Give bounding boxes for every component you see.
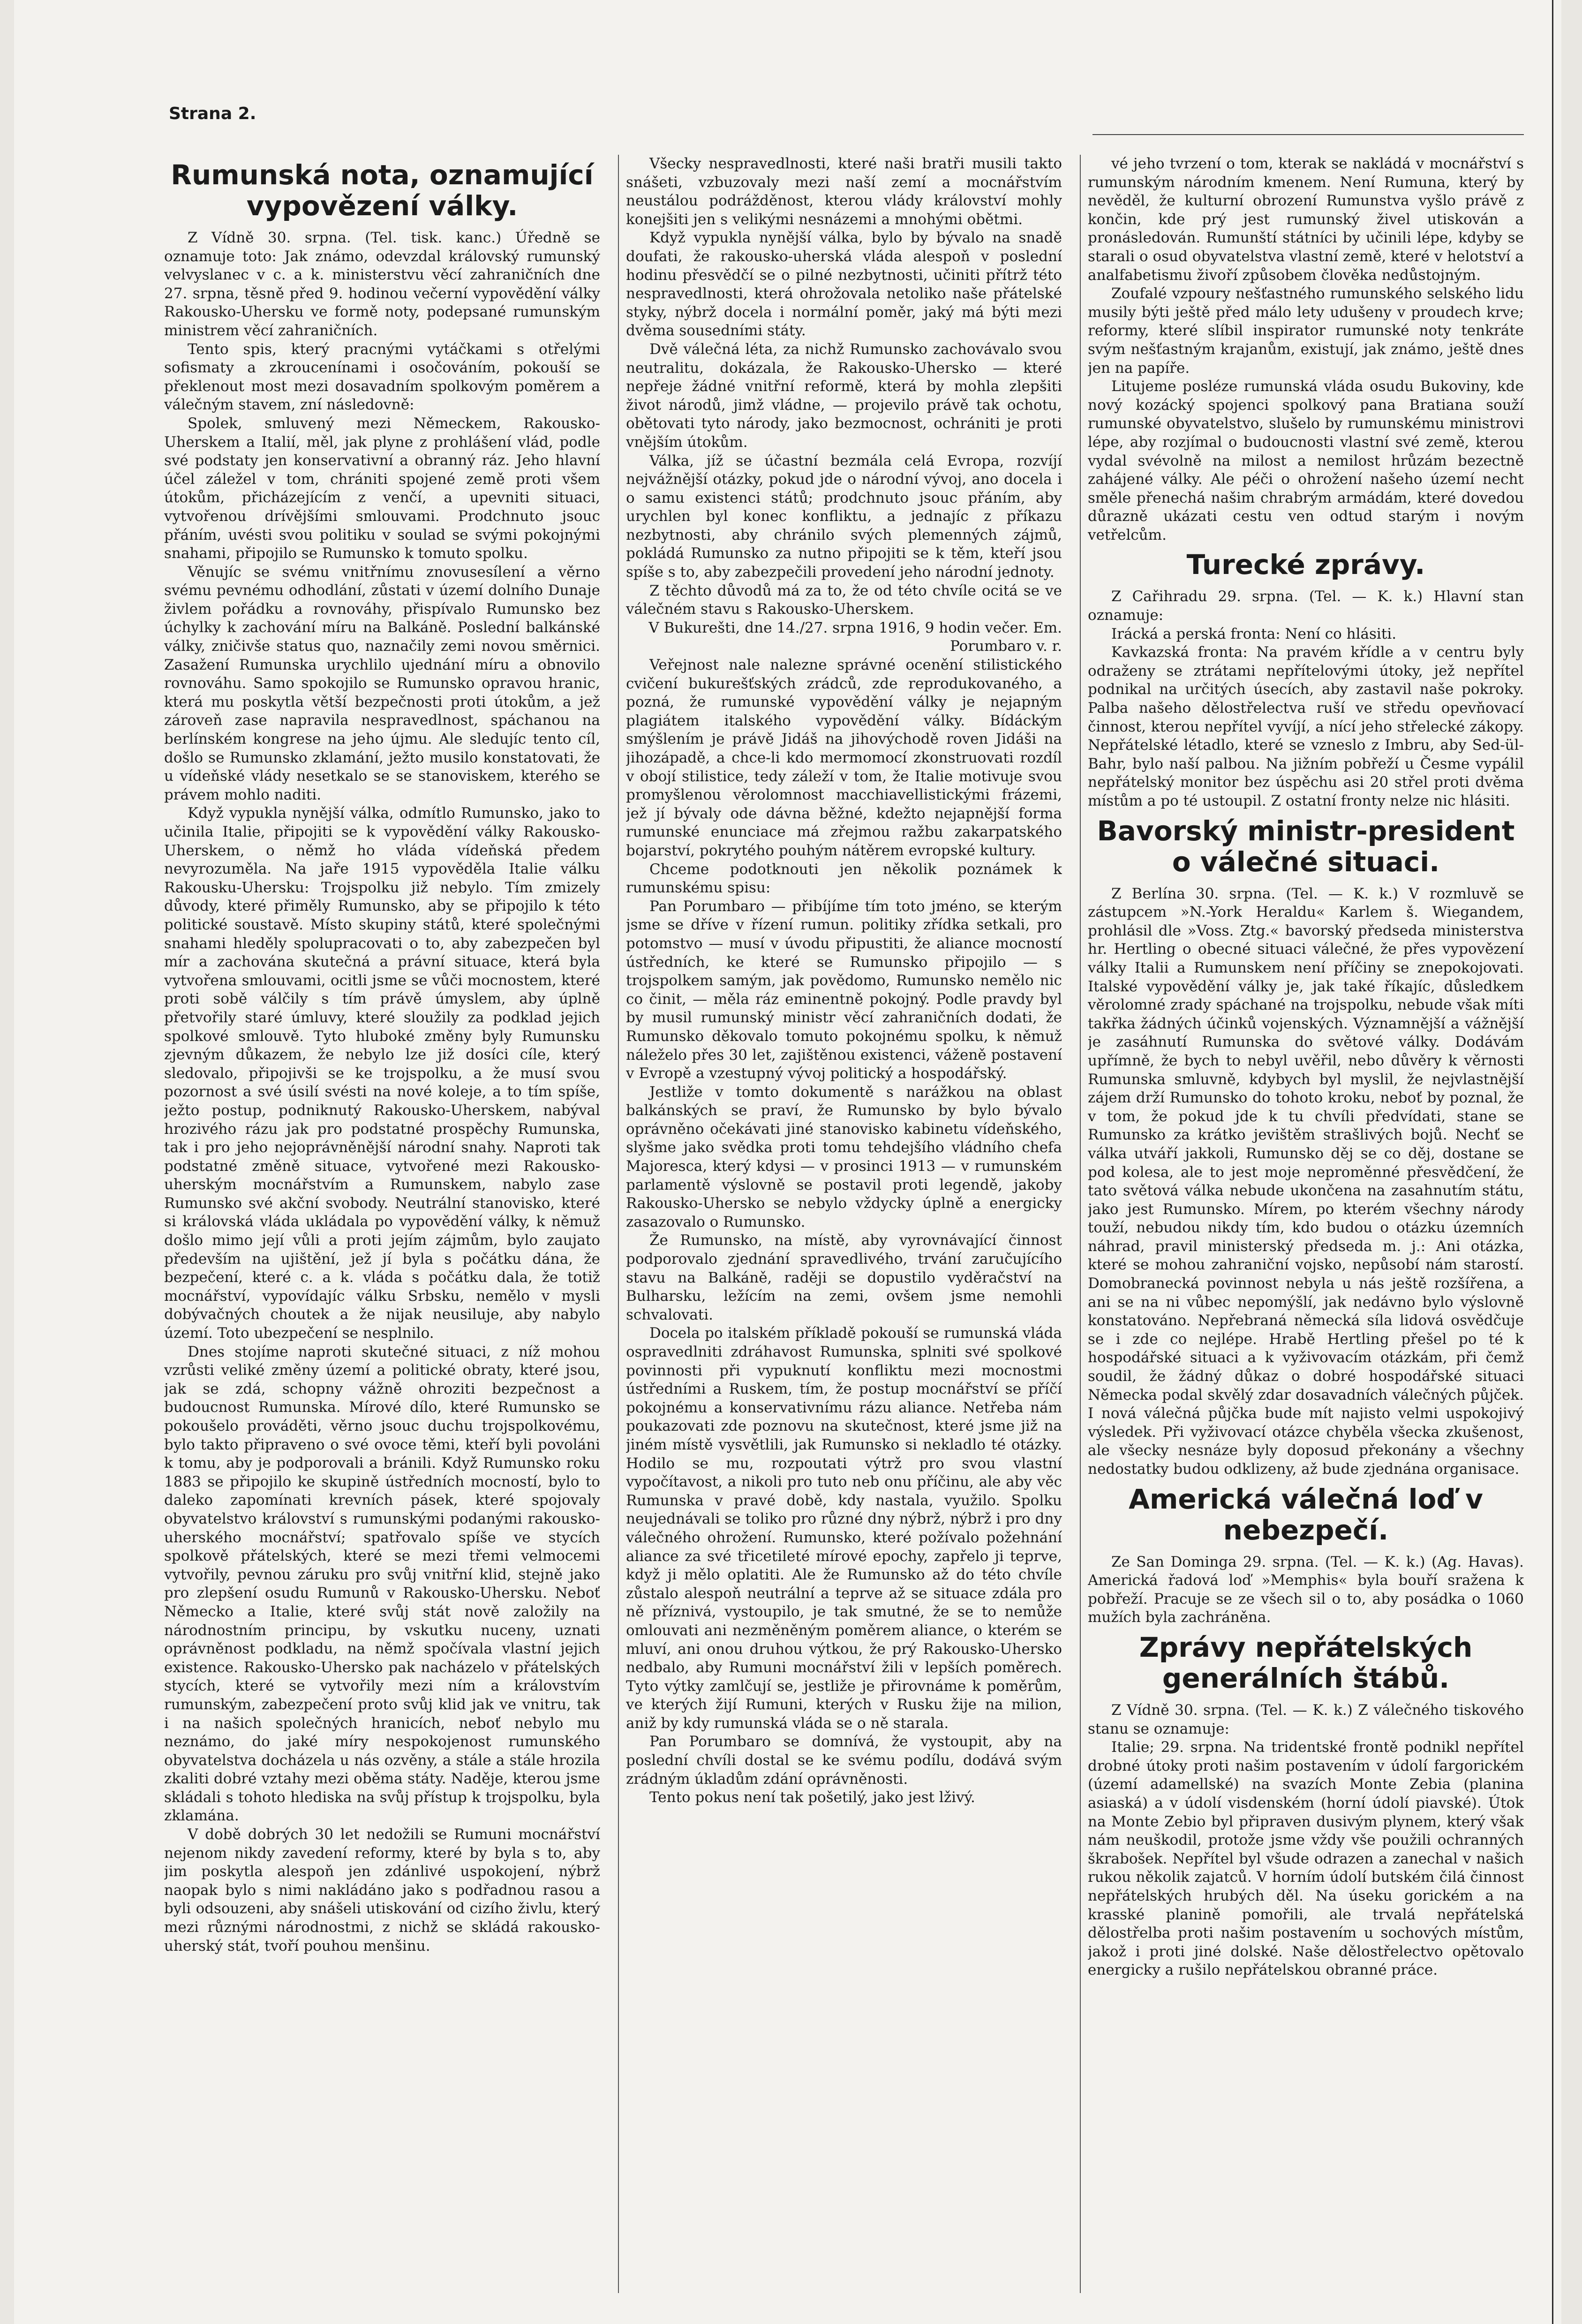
- paragraph: Ze San Dominga 29. srpna. (Tel. — K. k.) (Ag. Havas). Americká řadová loď »Memphis« byla bouří sražena k pobřeží. Pracuje se ze všech sil o to, aby posádka o 1060 mužích byla zachráněna.: [1088, 1553, 1524, 1626]
- column-1: [164, 155, 600, 2293]
- paragraph: Pan Porumbaro — přibíjíme tím toto jméno, se kterým jsme se dříve v řízení rumun. politiky zřídka setkali, pro potomstvo — musí v úvodu připustiti, že aliance mocností ústředních, ke které se Rumunsko připojilo — s trojspolkem samým, jak povědomo, Rumunsko nemělo nic co činit, — měla ráz eminentně pokojný. Podle pravdy byl by musil rumunský ministr věcí zahraničních dodati, že Rumunsko děkovalo tomuto pokojnému spolku, k němuž náleželo přes 30 let, zajištěnou existenci, váženě postavení v Evropě a vzestupný vývoj politický a hospodářský.: [626, 898, 1062, 1082]
- column-2: [626, 155, 1062, 2293]
- column-separator-1: [618, 155, 619, 2293]
- paragraph: Když vypukla nynější válka, odmítlo Rumunsko, jako to učinila Italie, připojiti se k vypovědění války Rakousko-Uherskem, o němž ho vláda vídeňská předem nevyrozuměla. Na jaře 1915 vypověděla Italie válku Rakousku-Uhersku: Trojspolku již nebylo. Tím zmizely důvody, které přiměly Rumunsko, aby se připojilo k této politické soustavě. Místo skupiny států, které společnými snahami hleděly spolupracovati o to, aby zabezpečen byl mír a zachována skutečná a právní situace, která byla vytvořena smlouvami, ocitli jsme se vůči mocnostem, které proti sobě válčily s tím právě úmyslem, aby úplně přetvořily staré úmluvy, které sloužily za podklad jejich spolkové smlouvě. Tyto hluboké změny byly Rumunsku zjevným důkazem, že nebylo lze již dosíci cíle, který sledovalo, připojivši se ke trojspolku, a že musí svou pozornost a své úsilí svésti na nové koleje, a to tím spíše, ježto postup, podniknutý Rakousko-Uherskem, nabýval hrozivého rázu jak pro podstatné prospěchy Rumunska, tak i pro jeho nejoprávněnější národní snahy. Naproti tak podstatné změně situace, vytvořené mezi Rakousko-uherským mocnářstvím a Rumunskem, nabylo zase Rumunsko své akční svobody. Neutrální stanovisko, které si královská vláda ukládala po vypovědění války, k němuž došlo mimo její vůli a proti jejím zájmům, bylo zaujato především na ujištění, jež jí byla s počátku dána, že bezpečení, které c. a k. vláda s počátku dala, že totiž mocnářství, vypovídajíc válku Srbsku, nemělo v mysli dobývačných choutek a že nijak neusiluje, aby nabylo území. Toto ubezpečení se nesplnilo.: [164, 805, 600, 1342]
- column-3: [1088, 155, 1524, 2293]
- column-top-rule: [1092, 134, 1524, 135]
- paragraph: Dvě válečná léta, za nichž Rumunsko zachovávalo svou neutralitu, dokázala, že Rakousko-Uhersko — které nepřeje žádné vnitřní reformě, která by mohla zlepšiti život národů, jimž vládne, — projevilo právě tak ochotu, obětovati tyto národy, jako bezmocnost, ochrániti je proti vnějším útokům.: [626, 340, 1062, 451]
- paragraph: Pan Porumbaro se domnívá, že vystoupit, aby na poslední chvíli dostal se ke svému podílu, dodává svým zrádným úkladům zdání oprávněnosti.: [626, 1733, 1062, 1788]
- paragraph: V době dobrých 30 let nedožili se Rumuni mocnářství nejenom nikdy zavedení reformy, které by byla s to, aby jim poskytla alespoň jen zdánlivé uspokojení, nýbrž naopak bylo s nimi nakládáno jako s podřadnou rasou a byli odsouzeni, aby snášeli utiskování od cizího živlu, který mezi různými národnostmi, z nichž se skládá rakousko-uherský stát, tvoří pouhou menšinu.: [164, 1826, 600, 1954]
- paragraph: Dnes stojíme naproti skutečné situaci, z níž mohou vzrůsti veliké změny území a politické obraty, které jsou, jak se zdá, schopny vážně ohroziti bezpečnost a budoucnost Rumunska. Mírové dílo, které Rumunsko se pokoušelo prováděti, věrno jsouc duchu trojspolkovému, bylo takto připraveno o své ovoce těmi, kteří byli povoláni k tomu, aby je podporovali a bránili. Když Rumunsko roku 1883 se připojilo ke skupině ústředních mocností, bylo to daleko zapomínati krevních pásek, které spojovaly obyvatelstvo království s rumunskými podanými rakousko-uherského mocnářství; spatřovalo spíše ve stycích spolkově přátelských, které se mezi třemi velmocemi vytvořily, pevnou záruku pro svůj vnitřní klid, stejně jako pro zlepšení osudu Rumunů v Rakousko-Uhersku. Neboť Německo a Italie, které svůj stát nově založily na národnostním principu, by vskutku nuceny, uznati oprávněnost podkladu, na němž spočívala vlastní jejich existence. Rakousko-Uhersko pak nacházelo v přátelských stycích, které se vytvořily mezi ním a královstvím rumunským, zabezpečení proto svůj klid jak ve vnitru, tak i na našich společných hranicích, neboť nebylo mu neznámo, do jaké míry nespokojenost rumunského obyvatelstva docházela u nás ozvěny, a stále a stále hrozila zkaliti dobré vztahy mezi oběma státy. Naděje, kterou jsme skládali s tohoto hlediska na svůj přístup k trojspolku, byla zklamána.: [164, 1343, 600, 1825]
- page-edge-rule: [1552, 0, 1553, 2324]
- column-separator-2: [1080, 155, 1081, 2293]
- page-label: Strana 2.: [169, 104, 256, 123]
- paragraph: Veřejnost nale nalezne správné ocenění stilistického cvičení bukurešťských zrádců, zde reprodukovaného, a pozná, že rumunské vypovědění války je nejapným plagiátem italského vypovědění války. Bídáckým smýšlením je právě Jidáš na jihovýchodě roven Jidáši na jihozápadě, a chce-li kdo mermomocí zkonstruovati rozdíl v obojí stilistice, tedy záleží v tom, že Italie motivuje svou promyšlenou věrolomnost macchiavellistickými frázemi, jež jí bývaly ode dávna běžné, kdežto nejapnější forma rumunské enunciace má zřejmou ražbu zakarpatského bojarství, pokrytého pouhým nátěrem evropské kultury.: [626, 656, 1062, 859]
- article-title-rumunska: Rumunská nota, oznamující vypovězení války.: [171, 159, 594, 222]
- paragraph: Zoufalé vzpoury nešťastného rumunského selského lidu musily býti ještě před málo lety udušeny v proudech krve; reformy, které slíbil inspirator rumunské noty tenkráte svým nešťastným krajanům, existují, jak známo, ještě dnes jen na papíře.: [1088, 285, 1524, 377]
- paragraph: Válka, jíž se účastní bezmála celá Evropa, rozvíjí nejvážnější otázky, pokud jde o národní vývoj, ano docela i o samu existenci států; prodchnuto jsouc přáním, aby urychlen byl konec konfliktu, a jednajíc z příkazu nezbytnosti, aby chránilo svých plemenných zájmů, pokládá Rumunsko za nutno připojiti se k těm, kteří jsou spíše s to, aby zabezpečili provedení jeho národní jednoty.: [626, 452, 1062, 581]
- paragraph: Spolek, smluvený mezi Německem, Rakousko-Uherskem a Italií, měl, jak plyne z prohlášení vlád, podle své podstaty jen konservativní a obranný ráz. Jeho hlavní účel záležel v tom, chrániti spojené země proti všem útokům, přicházejícím z venčí, a upevniti situaci, vytvořenou drívějšími smlouvami. Prodchnuto jsouc přáním, uvésti svou politiku v soulad se svými pokojnými snahami, připojilo se Rumunsko k tomuto spolku.: [164, 415, 600, 562]
- paragraph: Že Rumunsko, na místě, aby vyrovnávající činnost podporovalo zjednání spravedlivého, trvání zaručujícího stavu na Balkáně, raději se dopustilo vyděračství na Bulharsku, ležícím na zemi, ovšem jsme nemohli schvalovati.: [626, 1232, 1062, 1323]
- paragraph: Všecky nespravedlnosti, které naši bratři musili takto snášeti, vzbuzovaly mezi naší zemí a mocnářstvím neustálou podrážděnost, kterou vlády království mohly konejšiti jen s velikými nesnázemi a mnohými obětmi.: [626, 155, 1062, 228]
- note-signature: V Bukurešti, dne 14./27. srpna 1916, 9 hodin večer. Em. Porumbaro v. r.: [648, 619, 1062, 655]
- article-title-americka: Americká válečná loď v nebezpečí.: [1129, 1483, 1483, 1546]
- paragraph: Chceme podotknouti jen několik poznámek k rumunskému spisu:: [626, 860, 1062, 897]
- paragraph: Z Vídně 30. srpna. (Tel. — K. k.) Z válečného tiskového stanu se oznamuje:: [1088, 1701, 1524, 1737]
- paragraph: vé jeho tvrzení o tom, kterak se nakládá v mocnářství s rumunským národním kmenem. Není Rumuna, který by nevěděl, že kulturní obrození Rumunstva vyšlo právě z končin, kde prý jest rumunský živel utiskován a pronásledován. Rumunští státníci by učinili lépe, kdyby se starali o osud obyvatelstva vlastní země, které v helotství a analfabetismu živoří způsobem člověka nedůstojným.: [1088, 155, 1524, 284]
- paragraph: Litujeme posléze rumunská vláda osudu Bukoviny, kde nový kozácký spojenci spolkový pana Bratiana souží rumunské obyvatelstvo, slušelo by rumunskému ministrovi lépe, aby rozjímal o budoucnosti vlastní své země, kterou vydal svévolně na milost a nemilost hrůzám bezectně zahájené války. Ale péči o ohrožení našeho území necht směle přenechá našim chrabrým armádám, které dovedou důrazně ukázati cestu ven odtud starým i novým vetřelcům.: [1088, 378, 1524, 543]
- article-title-turecke: Turecké zprávy.: [1186, 549, 1425, 581]
- paragraph: Docela po italském příkladě pokouší se rumunská vláda ospravedlniti zdráhavost Rumunska, splniti své spolkové povinnosti při vypuknutí konfliktu mezi mocnostmi ústředními a Ruskem, tím, že postup mocnářství se příčí pokojnému a konservativnímu rázu aliance. Netřeba nám poukazovati zde poznovu na skutečnost, které jsme již na jiném místě vysvětlili, jak Rumunsko si nekladlo té otázky. Hodilo se mu, rozpoutati výtrž pro svou vlastní vypočítavost, a nikoli pro tuto neb onu příčinu, ale aby věc Rumunska v pravé době, kdy nastala, využilo. Spolku neujednávali se toliko pro různé dny nýbrž, nýbrž i pro dny válečného ohrožení. Rumunsko, které požívalo požehnání aliance za své třicetileté mírové epochy, zapřelo ji teprve, když ji mělo oplatiti. Ale že Rumunsko až do této chvíle zůstalo alespoň neutrální a teprve až se situace zdála pro ně příznivá, vystoupilo, je tak smutné, že se to nemůže omlouvati ani nezměněným poměrem aliance, o kterém se mluví, ani onou druhou výtkou, že prý Rakousko-Uhersko nedbalo, aby Rumuni mocnářství žili v lepších poměrech. Tyto výtky zamlčují se, jestliže je přirovnáme k poměrům, ve kterých žijí Rumuni, kterých v Rusku žije na milion, aniž by kdy rumunská vláda se o ně starala.: [626, 1325, 1062, 1732]
- paragraph: Věnujíc se svému vnitřnímu znovusesílení a věrno svému pevnému odhodlání, zůstati v území dolního Dunaje živlem pořádku a rovnováhy, přispívalo Rumunsko bez úchylky k zachování míru na Balkáně. Poslední balkánské války, zničivše status quo, naznačily zemi novou směrnici. Zasažení Rumunska urychlilo ujednání míru a obnovilo rovnováhu. Samo spokojilo se Rumunsko opravou hranic, která mu poskytla větší bezpečnosti proti útokům, a jež zároveň zase napravila nespravedlnost, spáchanou na berlínském kongrese na jeho újmu. Ale sledujíc tento cíl, došlo se Rumunsko zklamání, ježto musilo konstatovati, že u vídeňské vlády nesetkalo se se stanoviskem, kterého se právem mohlo naditi.: [164, 563, 600, 803]
- paragraph: Z Cařihradu 29. srpna. (Tel. — K. k.) Hlavní stan oznamuje:: [1088, 588, 1524, 624]
- paragraph: Tento pokus není tak pošetilý, jako jest lživý.: [649, 1789, 975, 1806]
- paragraph: Italie; 29. srpna. Na tridentské frontě podnikl nepřítel drobné útoky proti našim postavením v údolí fargorickém (území adamellské) na svazích Monte Zebia (planina asiaská) a v údolí visdenském (horní údolí piavské). Útok na Monte Zebio byl připraven dusivým plynem, který však nám neuškodil, protože jsme vždy vše použili ochranných škrabošek. Nepřítel byl všude odrazen a zanechal v našich rukou několik zajatců. V horním údolí butském čilá činnost nepřátelských hrubých děl. Na úseku gorickém a na krasské planině pomořili, ale trvalá nepřátelská dělostřelba proti našim postavením u sochových místům, jakož i proti jiné dolské. Naše dělostřelectvo opětovalo energicky a rušilo nepřátelskou obranné práce.: [1088, 1739, 1524, 1979]
- article-title-zpravy: Zprávy nepřátelských generálních štábů.: [1139, 1631, 1473, 1694]
- paragraph: Z těchto důvodů má za to, že od této chvíle ocitá se ve válečném stavu s Rakousko-Uherskem.: [626, 582, 1062, 618]
- article-title-bavorsky: Bavorský ministr-president o válečné situaci.: [1097, 815, 1515, 878]
- paragraph: Kavkazská fronta: Na pravém křídle a v centru byly odraženy se ztrátami nepřítelovými útoky, jež nepřítel podnikal na určitých úsecích, aby zastavil naše pokroky. Palba našeho dělostřelectva ruší ve středu opevňovací činnost, kterou nepřítel vyvíjí, a nící jeho střelecké zákopy. Nepřátelské létadlo, které se vzneslo z Imbru, aby Sed-ül-Bahr, bylo naší palbou. Na jižním pobřeží u Česme vypálil nepřátelský monitor bez úspěchu asi 20 střel proti dvěma místům a po té ustoupil. Z ostatní fronty nelze nic hlásiti.: [1088, 644, 1524, 809]
- paragraph: Jestliže v tomto dokumentě s narážkou na oblast balkánských se praví, že Rumunsko by bylo bývalo oprávněno očekávati jiné stanovisko kabinetu vídeňského, slyšme jako svědka proti tomu tehdejšího vládního chefa Majoresca, který kdysi — v prosinci 1913 — v rumunském parlamentě výslovně se postavil proti legendě, jakoby Rakousko-Uhersko se nebylo vždycky úplně a energicky zasazovalo o Rumunsko.: [626, 1083, 1062, 1230]
- paragraph: Irácká a perská fronta: Není co hlásiti.: [1111, 625, 1397, 642]
- paragraph: Z Vídně 30. srpna. (Tel. tisk. kanc.) Úředně se oznamuje toto: Jak známo, odevzdal královský rumunský velvyslanec v c. a k. ministerstvu věcí zahraničních dne 27. srpna, těsně před 9. hodinou večerní vypovědění války Rakousko-Uhersku ve formě noty, podepsané rumunským ministrem věcí zahraničních.: [164, 229, 600, 339]
- paragraph: Když vypukla nynější válka, bylo by bývalo na snadě doufati, že rakousko-uherská vláda alespoň v poslední hodinu přesvědčí se o pilné nezbytnosti, učiniti přítrž této nespravedlnosti, která ohrožovala netoliko naše přátelské styky, nýbrž docela i normální poměr, jaký má býti mezi dvěma sousedními státy.: [626, 229, 1062, 340]
- paragraph: Tento spis, který pracnými vytáčkami s otřelými sofismaty a zkroucenínami i osočováním, pokouší se překlenout most mezi dosavadním spolkovým poměrem a válečným stavem, zní následovně:: [164, 340, 600, 414]
- paragraph: Z Berlína 30. srpna. (Tel. — K. k.) V rozmluvě se zástupcem »N.-York Heraldu« Karlem š. Wiegandem, prohlásil dle »Voss. Ztg.« bavorský předseda ministerstva hr. Hertling o obecné situaci válečné, že přes vypovězení války Italii a Rumunskem není příčiny se znepokojovati. Italské vypovědění války je, jak také říkajíc, důsledkem věrolomné zrady spáchané na trojspolku, nebude však míti takřka žádných účinků vojenských. Významnější a vážnější je zasáhnutí Rumunska do světové války. Dodávám upřímně, že bych to nebyl uvěřil, nebo důvěry k věrnosti Rumunska smluvně, kdybych byl myslil, že nejvlastnější zájem drží Rumunsko do tohoto kroku, neboť by poznal, že v tom, že pokud jde k tu chvíli předvídati, stane se Rumunsko za krátko jevištěm strašlivých bojů. Nechť se válka utváří jakkoli, Rumunsko děj se co děj, dostane se pod kolesa, ale to jest moje neproměnné přesvědčení, že tato světová válka nebude ukončena na zasahnutím státu, jako jest Rumunsko. Mírem, po kterém všechny národy touží, nebudou nikdy tím, kdo budou o otázku územních náhrad, pravil ministerský předseda m. j.: Ani otázka, které se mohou zahraniční vojsko, nepůsobí nám starostí. Domobranecká povinnost nebyla u nás ještě rozšířena, a ani se na ni vůbec nepomýšlí, jak nedávno bylo výslovně konstatováno. Nepřebraná německá síla lidová osvědčuje se i zde co nejlépe. Hrabě Hertling přešel po té k hospodářské situaci a k vyživovacím otázkám, při čemž soudil, že žádný důkaz o dobré hospodářské situaci Německa podal skvělý zdar dosavadních válečných půjček. I nová válečná půjčka bude mít najisto velmi uspokojivý výsledek. Při vyživovací otázce chyběla všecka zkušenost, ale všecky nesnáze byly doposud překonány a všechny nedostatky budou odklizeny, až bude zjednána organisace.: [1088, 885, 1524, 1478]
